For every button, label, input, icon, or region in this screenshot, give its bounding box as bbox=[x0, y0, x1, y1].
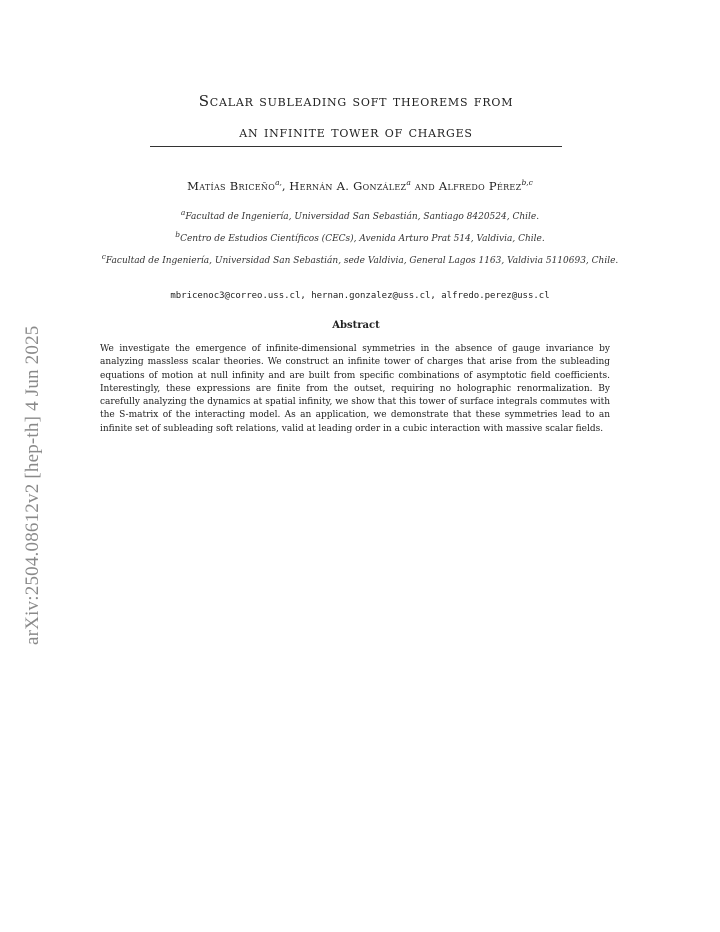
paper-title bbox=[150, 92, 562, 141]
affiliation-c bbox=[70, 250, 650, 268]
affiliation-text: Centro de Estudios Científicos (CECs), Avenida Arturo Prat 514, Valdivia, Chile. bbox=[180, 234, 545, 244]
author-emails[interactable]: mbricenoc3@correo.uss.cl, hernan.gonzalez@uss.cl, alfredo.perez@uss.cl bbox=[170, 291, 550, 301]
title-line-2: an infinite tower of charges bbox=[239, 123, 473, 141]
author-list bbox=[0, 176, 720, 193]
affiliation-a bbox=[70, 206, 650, 224]
author-affiliation-mark: a bbox=[406, 178, 411, 187]
title-divider bbox=[150, 146, 562, 147]
affiliation-mark: b bbox=[175, 230, 181, 239]
author-affiliation-mark: a, bbox=[275, 178, 282, 187]
author-affiliation-mark: b,c bbox=[521, 178, 533, 187]
arxiv-watermark: arXiv:2504.08612v2 [hep-th] 4 Jun 2025 bbox=[22, 325, 43, 645]
title-line-1: Scalar subleading soft theorems from bbox=[198, 92, 514, 110]
abstract-heading: Abstract bbox=[332, 320, 380, 331]
affiliation-mark: c bbox=[101, 252, 106, 261]
affiliation-mark: a bbox=[180, 208, 186, 217]
affiliation-text: Facultad de Ingeniería, Universidad San Sebastián, sede Valdivia, General Lagos 1163, Valdivia 5110693, Chile. bbox=[105, 256, 619, 266]
affiliation-b bbox=[70, 228, 650, 246]
author-separator: and bbox=[410, 178, 439, 193]
author-name: Matías Briceño bbox=[187, 178, 276, 193]
author-name: Hernán A. González bbox=[289, 178, 407, 193]
affiliation-text: Facultad de Ingeniería, Universidad San Sebastián, Santiago 8420524, Chile. bbox=[185, 212, 540, 222]
abstract-text: We investigate the emergence of infinite-dimensional symmetries in the absence of gauge invariance by analyzing massless scalar theories. We construct an infinite tower of charges that arise from the subleading equations of motion at null infinity and are built from specific combinations of asymptotic field coefficients. Interestingly, these expressions are finite from the outset, requiring no holographic renormalization. By carefully analyzing the dynamics at spatial infinity, we show that this tower of surface integrals commutes with the S-matrix of the interacting model. As an application, we demonstrate that these symmetries lead to an infinite set of subleading soft relations, valid at leading order in a cubic interaction with massive scalar fields. bbox=[100, 344, 610, 434]
author-name: Alfredo Pérez bbox=[438, 178, 522, 193]
author-separator: , bbox=[281, 178, 290, 193]
